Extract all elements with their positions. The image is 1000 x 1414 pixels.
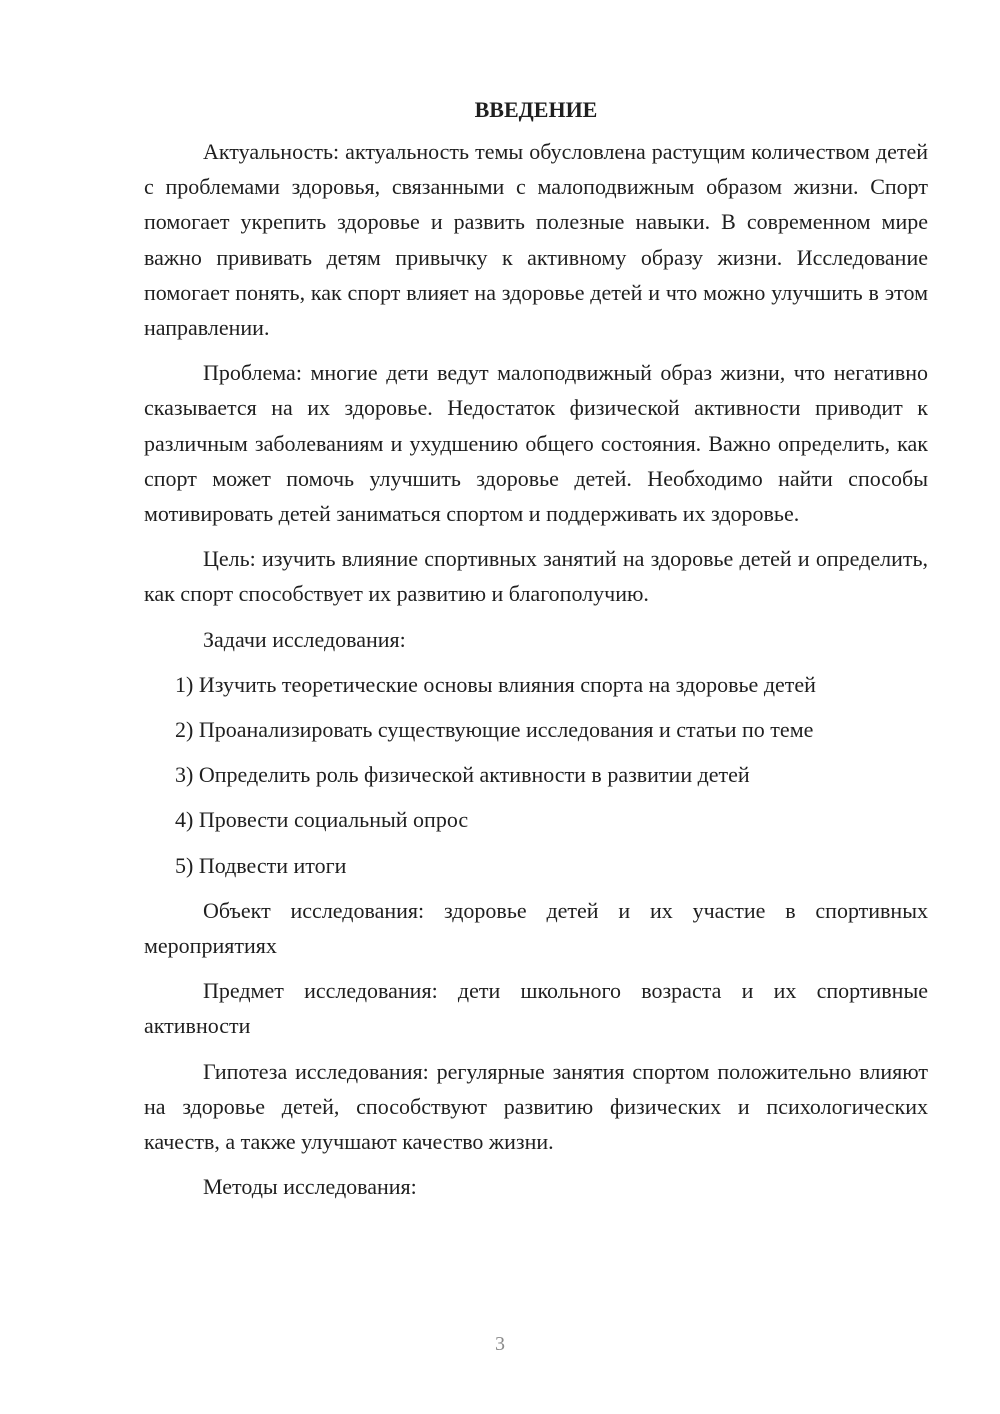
task-item-3: 3) Определить роль физической активности в развитии детей [175,762,750,788]
task-item-2: 2) Проанализировать существующие исследования и статьи по теме [175,717,814,743]
methods-heading: Методы исследования: [203,1174,417,1200]
problem-paragraph: Проблема: многие дети ведут малоподвижный образ жизни, что негативно сказывается на их здоровье. Недостаток физической активности приводит к различным заболеваниям и ухудшению общего состояния. Важно определить, как спорт может помочь улучшить здоровье детей. Необходимо найти способы мотивировать детей заниматься спортом и поддерживать их здоровье. [144,360,928,527]
task-item-5: 5) Подвести итоги [175,852,347,878]
goal-paragraph: Цель: изучить влияние спортивных занятий на здоровье детей и определить, как спорт способствует их развитию и благополучию. [144,546,928,607]
hypothesis-paragraph: Гипотеза исследования: регулярные занятия спортом положительно влияют на здоровье детей, способствуют развитию физических и психологических качеств, а также улучшают качество жизни. [144,1058,928,1155]
tasks-heading: Задачи исследования: [203,626,406,652]
task-item-4: 4) Провести социальный опрос [175,807,469,833]
object-paragraph: Объект исследования: здоровье детей и их участие в спортивных мероприятиях [144,897,928,959]
document-page [144,92,928,1214]
relevance-paragraph: Актуальность: актуальность темы обусловлена растущим количеством детей с проблемами здоровья, связанными с малоподвижным образом жизни. Спорт помогает укрепить здоровье и развить полезные навыки. В современном мире важно прививать детям привычку к активному образу жизни. Исследование помогает понять, как спорт влияет на здоровье детей и что можно улучшить в этом направлении. [144,139,928,341]
section-heading: ВВЕДЕНИЕ [474,97,598,122]
page-number: 3 [495,1333,505,1355]
task-item-1: 1) Изучить теоретические основы влияния спорта на здоровье детей [175,671,816,697]
subject-paragraph: Предмет исследования: дети школьного возраста и их спортивные активности [144,978,928,1039]
tasks-list [144,667,928,883]
